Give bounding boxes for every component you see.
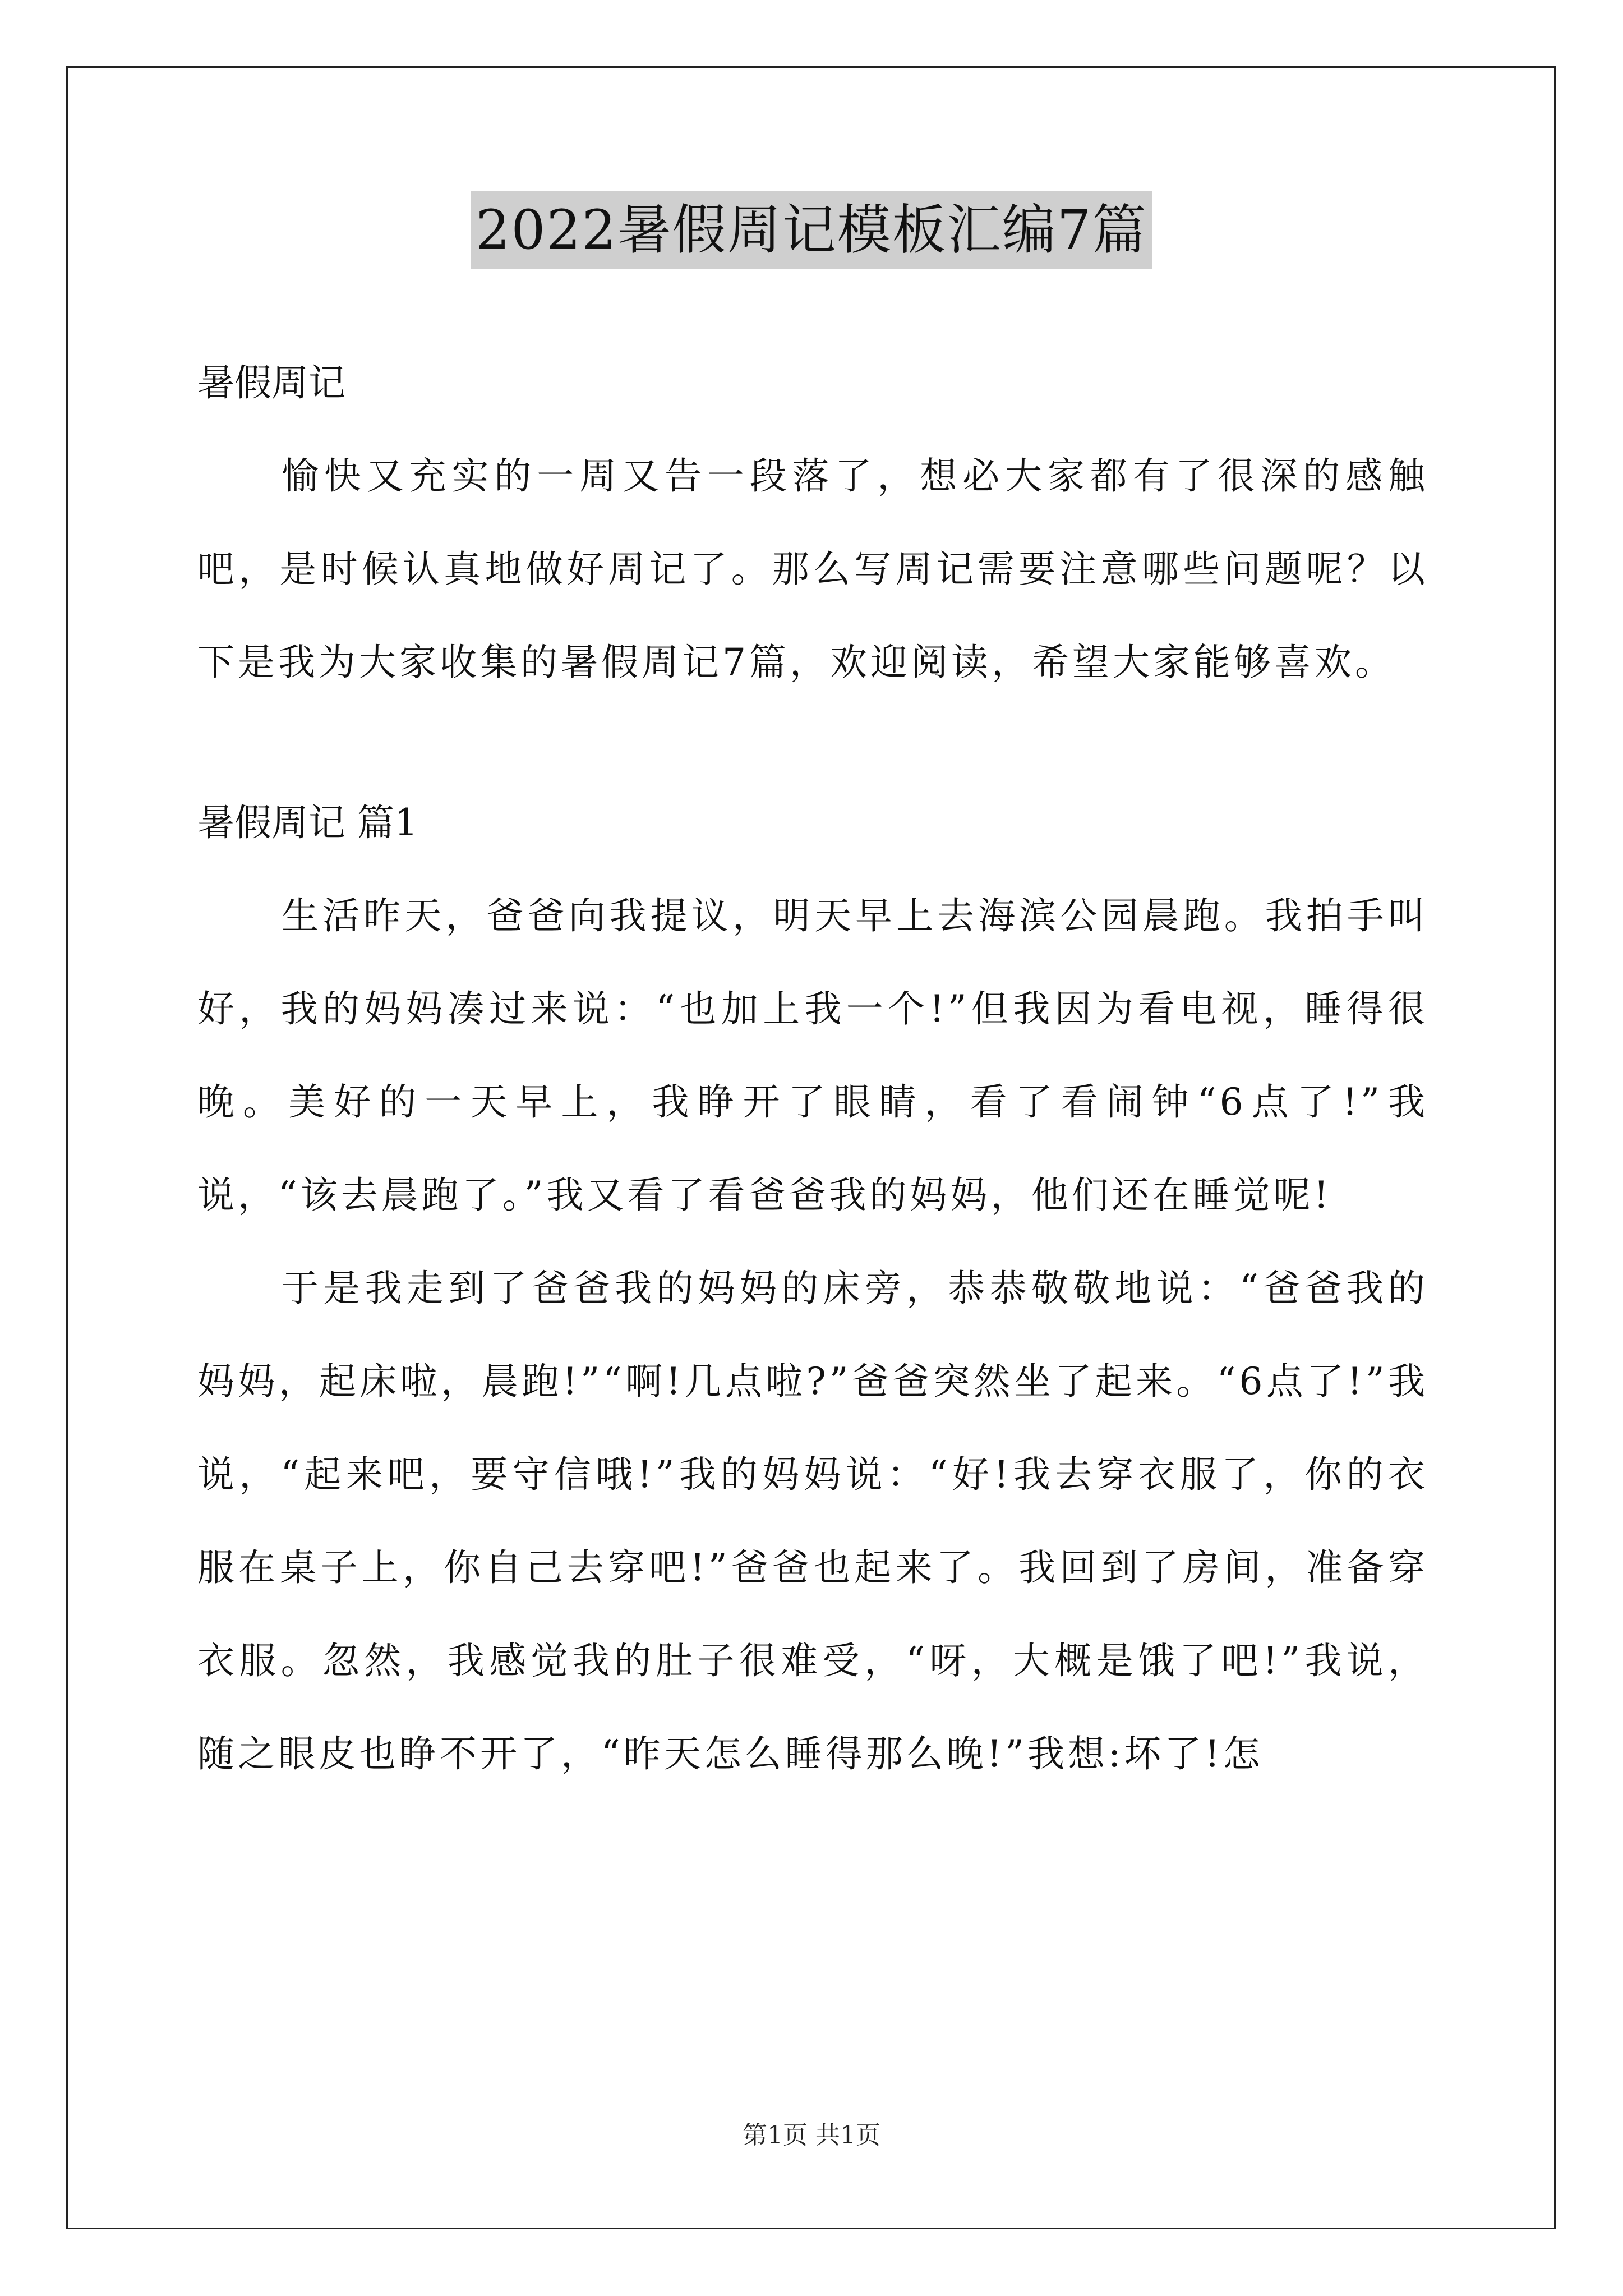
entry-heading: 暑假周记 篇1 [197, 801, 418, 844]
title-container [0, 191, 1623, 269]
section-gap [197, 709, 1428, 776]
body-paragraph: 于是我走到了爸爸我的妈妈的床旁，恭恭敬敬地说：“爸爸我的妈妈，起床啦，晨跑!”“啊!几点啦?”爸爸突然坐了起来。“6点了!”我说，“起来吧，要守信哦!”我的妈妈说：“好!我去穿衣服了，你的衣服在桌子上，你自己去穿吧!”爸爸也起来了。我回到了房间，准备穿衣服。忽然，我感觉我的肚子很难受，“呀，大概是饿了吧!”我说，随之眼皮也睁不开了，“昨天怎么睡得那么晚!”我想:坏了!怎 [197, 1267, 1428, 1775]
page-number-label: 第1页 共1页 [743, 2121, 880, 2150]
section-heading: 暑假周记 [197, 361, 345, 404]
document-body [197, 337, 1428, 1801]
page-footer [0, 2115, 1623, 2151]
document-title: 2022暑假周记模板汇编7篇 [471, 191, 1151, 269]
body-paragraph: 生活昨天，爸爸向我提议，明天早上去海滨公园晨跑。我拍手叫好，我的妈妈凑过来说：“也加上我一个!”但我因为看电视，睡得很晚。美好的一天早上，我睁开了眼睛，看了看闹钟“6点了!”我说，“该去晨跑了。”我又看了看爸爸我的妈妈，他们还在睡觉呢! [197, 894, 1428, 1217]
intro-paragraph: 愉快又充实的一周又告一段落了，想必大家都有了很深的感触吧，是时候认真地做好周记了。那么写周记需要注意哪些问题呢？以下是我为大家收集的暑假周记7篇，欢迎阅读，希望大家能够喜欢。 [197, 454, 1428, 684]
